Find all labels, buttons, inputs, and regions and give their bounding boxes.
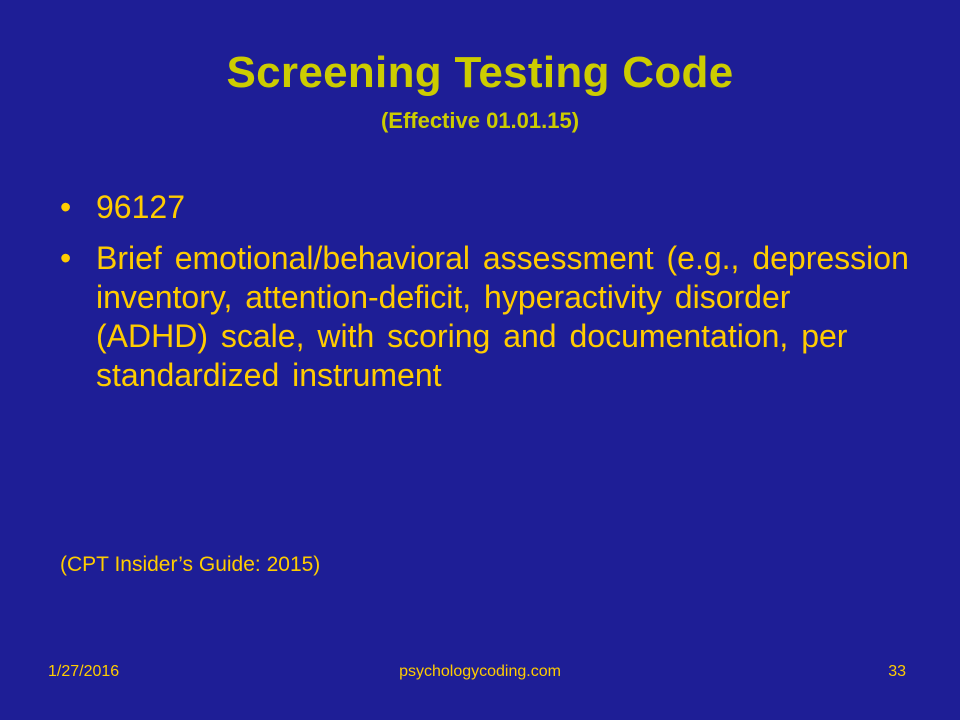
bullet-item-code (60, 188, 910, 227)
footer-site: psychologycoding.com (399, 663, 561, 680)
bullet-marker: • (60, 189, 72, 225)
bullet-text: Brief emotional/behavioral assessment (e.g., depression inventory, attention-deficit, hyperactivity disorder (ADHD) scale, with scoring and documentation, per standardized instrument (96, 240, 909, 393)
citation: (CPT Insider’s Guide: 2015) (60, 553, 321, 576)
bullet-list (60, 188, 910, 407)
slide-title: Screening Testing Code (226, 48, 734, 97)
footer-page-number: 33 (888, 663, 906, 680)
bullet-text: 96127 (96, 189, 185, 225)
footer-date: 1/27/2016 (48, 663, 120, 680)
bullet-item-description (60, 239, 910, 395)
bullet-marker: • (60, 240, 72, 276)
slide-subtitle: (Effective 01.01.15) (380, 108, 580, 133)
